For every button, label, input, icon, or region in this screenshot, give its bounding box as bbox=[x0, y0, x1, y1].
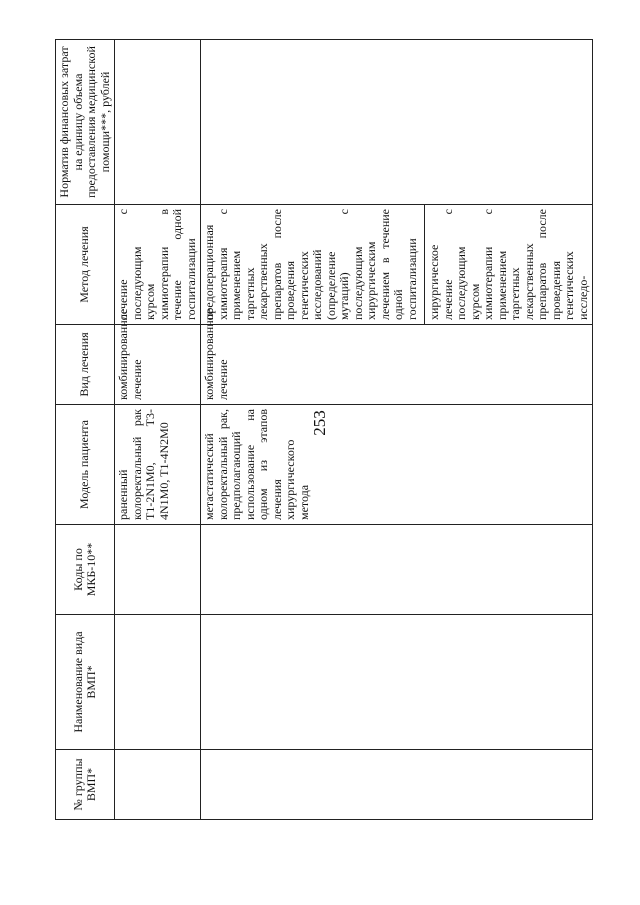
patient-model-text: раненный колоректальный рак T1-2N1M0, T3-4N1M0, T1-4N2M0 bbox=[116, 409, 171, 520]
patient-model-text: метастатический колоректальный рак, предполагающий использование на одном из этапов лечения хирургического метода bbox=[202, 409, 311, 520]
treatment-method-text: хирургическое лечение с последующим курсом химиотерапии с применением таргетных лекарственных препаратов после проведения генетических исследо- bbox=[424, 205, 590, 324]
rotated-table-container bbox=[55, 40, 590, 820]
cell-treatment-method bbox=[115, 205, 201, 325]
cell-treatment-type bbox=[201, 308, 593, 405]
vmp-table bbox=[55, 39, 593, 820]
cell-treatment-type bbox=[115, 308, 201, 405]
cell-vmp-name bbox=[201, 615, 593, 750]
cell-treatment-method bbox=[201, 205, 593, 325]
cell-vmp-name bbox=[115, 615, 201, 750]
header-patient-model: Модель пациента bbox=[56, 405, 115, 525]
cell-patient-model bbox=[115, 405, 201, 525]
treatment-type-text: комбинированное лечение bbox=[202, 308, 230, 400]
cell-group-number bbox=[115, 750, 201, 820]
header-icd-codes: Коды по МКБ-10** bbox=[56, 525, 115, 615]
cell-group-number bbox=[201, 750, 593, 820]
cell-cost-standard bbox=[115, 40, 201, 205]
page-number: 253 bbox=[310, 410, 329, 436]
treatment-method-text: предоперационная химиотерапия с применением таргетных лекарственных препаратов после проведения генетических исследований (определение мутаций) с последующим хирургическим лечением в течение одной госпитализации bbox=[202, 209, 419, 320]
header-group-number: № группы ВМП* bbox=[56, 750, 115, 820]
cell-icd-codes bbox=[115, 525, 201, 615]
cell-patient-model bbox=[201, 405, 593, 525]
table-header-row bbox=[56, 40, 115, 820]
header-vmp-name: Наименование вида ВМП* bbox=[56, 615, 115, 750]
header-treatment-type: Вид лечения bbox=[56, 325, 115, 405]
treatment-type-text: комбинированное лечение bbox=[116, 308, 144, 400]
header-treatment-method: Метод лечения bbox=[56, 205, 115, 325]
header-cost-standard: Норматив финансовых затрат на единицу объема предоставления медицинской помощи***, рублей bbox=[56, 40, 115, 205]
cell-icd-codes bbox=[201, 525, 593, 615]
cell-cost-standard bbox=[201, 40, 593, 205]
table-row bbox=[115, 40, 201, 820]
treatment-method-text: лечение с последующим курсом химиотерапии в течение одной госпитализации bbox=[116, 209, 198, 320]
table-row bbox=[201, 40, 593, 820]
